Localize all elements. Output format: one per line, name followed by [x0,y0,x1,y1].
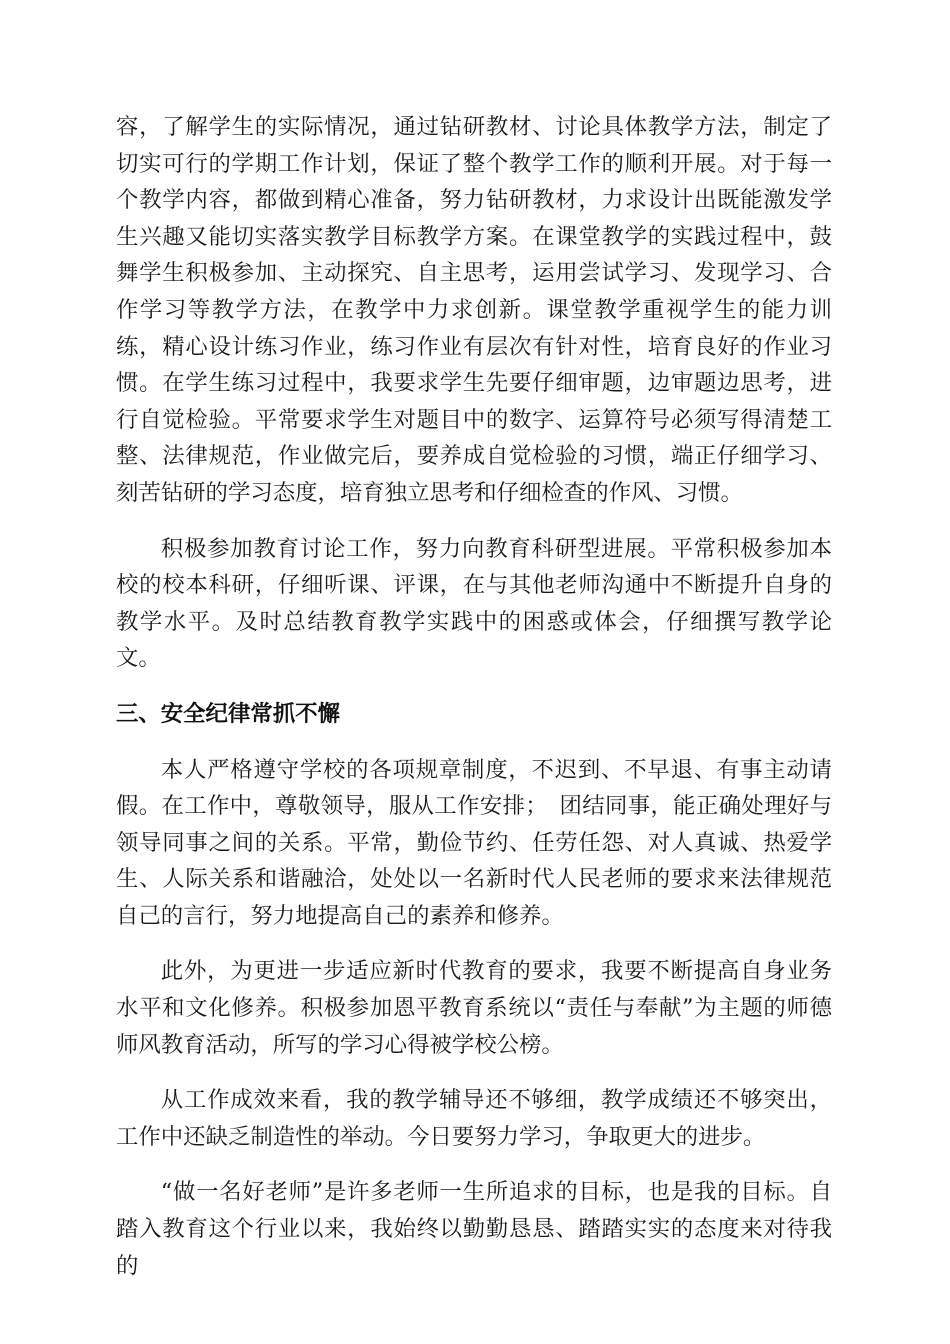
paragraph-good-teacher: “做一名好老师”是许多老师一生所追求的目标，也是我的目标。自踏入教育这个行业以来，我始终以勤勤恳恳、踏踏实实的态度来对待我的 [116,1179,832,1279]
section-heading-discipline: 三、安全纪律常抓不懈 [116,700,340,727]
paragraph-research: 积极参加教育讨论工作，努力向教育科研型进展。平常积极参加本校的校本科研，仔细听课、评课，在与其他老师沟通中不断提升自身的教学水平。及时总结教育教学实践中的困惑或体会，仔细撰写教学论文。 [116,535,832,672]
paragraph-rules: 本人严格遵守学校的各项规章制度，不迟到、不早退、有事主动请假。在工作中，尊敬领导，服从工作安排； 团结同事，能正确处理好与领导同事之间的关系。平常，勤俭节约、任劳任怨、对人真诚、热爱学生、人际关系和谐融洽，处处以一名新时代人民老师的要求来法律规范自己的言行，努力地提高自己的素养和修养。 [116,756,832,929]
paragraph-shortcomings: 从工作成效来看，我的教学辅导还不够细，教学成绩还不够突出，工作中还缺乏制造性的举动。今日要努力学习，争取更大的进步。 [116,1087,832,1150]
paragraph-self-improvement: 此外，为更进一步适应新时代教育的要求，我要不断提高自身业务水平和文化修养。积极参加恩平教育系统以“责任与奉献”为主题的师德师风教育活动，所写的学习心得被学校公榜。 [116,958,832,1058]
paragraph-teaching-methods: 容，了解学生的实际情况，通过钻研教材、讨论具体教学方法，制定了切实可行的学期工作计划，保证了整个教学工作的顺利开展。对于每一个教学内容，都做到精心准备，努力钻研教材，力求设计出既能激发学生兴趣又能切实落实教学目标教学方案。在课堂教学的实践过程中，鼓舞学生积极参加、主动探究、自主思考，运用尝试学习、发现学习、合作学习等教学方法，在教学中力求创新。课堂教学重视学生的能力训练，精心设计练习作业，练习作业有层次有针对性，培育良好的作业习惯。在学生练习过程中，我要求学生先要仔细审题，边审题边思考，进行自觉检验。平常要求学生对题目中的数字、运算符号必须写得清楚工整、法律规范，作业做完后，要养成自觉检验的习惯，端正仔细学习、刻苦钻研的学习态度，培育独立思考和仔细检查的作风、习惯。 [116,114,832,506]
document-body [116,109,832,1284]
